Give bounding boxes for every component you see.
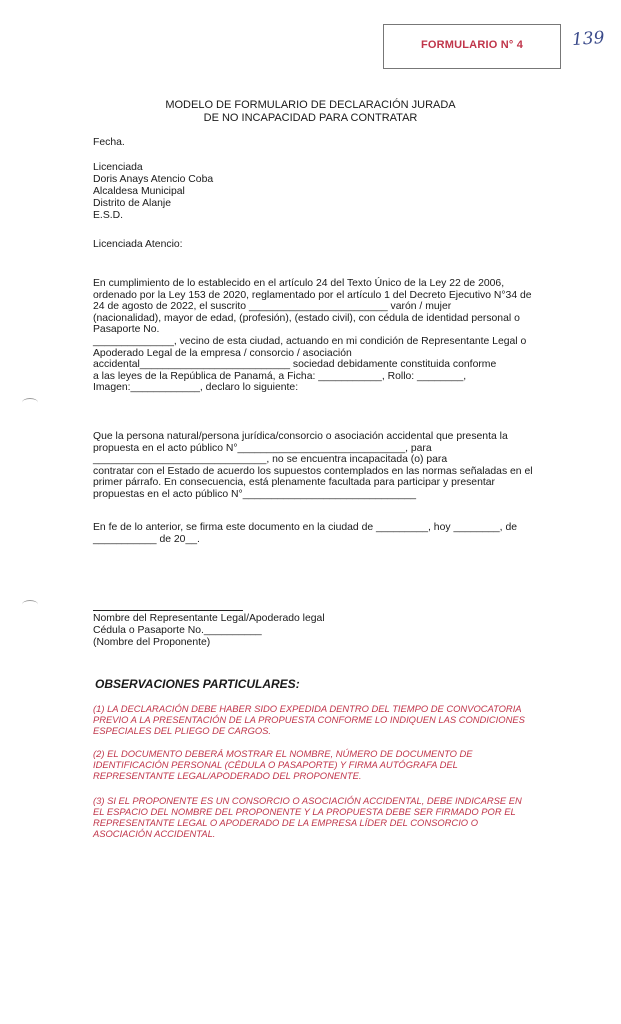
paragraph-line: Pasaporte No. [93,324,160,336]
paragraph-line: accidental__________________________ sociedad debidamente constituida conforme [93,359,497,371]
handwritten-page-number: 139 [571,27,606,51]
observation-line: (3) SI EL PROPONENTE ES UN CONSORCIO O ASOCIACIÓN ACCIDENTAL, DEBE INDICARSE EN [93,795,522,806]
paragraph-line: ______________, vecino de esta ciudad, actuando en mi condición de Representante Legal o [93,335,527,347]
paragraph-1 [93,278,570,394]
observation-line: REPRESENTANTE LEGAL O APODERADO DE LA EMPRESA LÍDER DEL CONSORCIO O [93,817,478,828]
form-number-label: FORMULARIO N° 4 [420,39,524,51]
addressee-line: Doris Anays Atencio Coba [93,174,214,185]
paragraph-line: ___________ de 20__. [93,533,200,545]
observation-line: IDENTIFICACIÓN PERSONAL (CÉDULA O PASAPORTE) Y FIRMA AUTÓGRAFA DEL [93,759,458,770]
paragraph-3 [93,522,570,545]
paragraph-line: propuestas en el acto público N°______________________________ [93,488,417,500]
addressee-line: Licenciada [93,162,143,173]
observation-line: REPRESENTANTE LEGAL/APODERADO DEL PROPONENTE. [93,770,362,781]
paragraph-line: 24 de agosto de 2022, el suscrito ________________________ varón / mujer [93,301,452,313]
punch-hole-mark [22,600,38,609]
salutation: Licenciada Atencio: [93,239,183,250]
observation-line: ASOCIACIÓN ACCIDENTAL. [93,828,216,839]
observation-line: EL ESPACIO DEL NOMBRE DEL PROPONENTE Y LA PROPUESTA DEBE SER FIRMADO POR EL [93,806,516,817]
paragraph-line: Que la persona natural/persona jurídica/consorcio o asociación accidental que presenta la [93,431,508,442]
paragraph-line: En cumplimiento de lo establecido en el artículo 24 del Texto Único de la Ley 22 de 2006, [93,278,505,289]
observation-3 [93,795,570,839]
punch-hole-mark [22,398,38,407]
signature-proponent-label: (Nombre del Proponente) [93,637,211,648]
addressee-line: Distrito de Alanje [93,198,171,209]
observation-line: ESPECIALES DEL PLIEGO DE CARGOS. [93,725,272,736]
document-title-line1: MODELO DE FORMULARIO DE DECLARACIÓN JURADA [165,99,456,111]
paragraph-2 [93,431,570,501]
paragraph-line: ordenado por la Ley 153 de 2020, reglamentado por el artículo 1 del Decreto Ejecutivo N°34 de [93,289,532,301]
paragraph-line: (nacionalidad), mayor de edad, (profesión), (estado civil), con cédula de identidad personal o [93,312,520,324]
paragraph-line: a las leyes de la República de Panamá, a Ficha: ___________, Rollo: ________, [93,370,467,382]
paragraph-line: Imagen:____________, declaro lo siguiente: [93,382,299,394]
addressee-line: Alcaldesa Municipal [93,186,185,197]
paragraph-line: En fe de lo anterior, se firma este documento en la ciudad de _________, hoy ________, de [93,522,518,533]
document-title-line2: DE NO INCAPACIDAD PARA CONTRATAR [203,112,418,124]
signature-name-label: Nombre del Representante Legal/Apoderado legal [93,613,325,624]
form-number-box [383,24,561,69]
observation-line: PREVIO A LA PRESENTACIÓN DE LA PROPUESTA CONFORME LO INDIQUEN LAS CONDICIONES [93,714,525,725]
observation-1 [93,703,570,736]
paragraph-line: propuesta en el acto público N°_____________________________, para [93,442,432,454]
date-label: Fecha. [93,137,125,148]
observation-line: (2) EL DOCUMENTO DEBERÁ MOSTRAR EL NOMBRE, NÚMERO DE DOCUMENTO DE [93,748,473,759]
observations-title: OBSERVACIONES PARTICULARES: [95,677,300,691]
addressee-line: E.S.D. [93,210,124,221]
signature-line [93,610,243,611]
paragraph-line: primer párrafo. En consecuencia, está plenamente facultada para participar y presentar [93,477,495,489]
paragraph-line: Apoderado Legal de la empresa / consorcio / asociación [93,347,352,359]
observation-line: (1) LA DECLARACIÓN DEBE HABER SIDO EXPEDIDA DENTRO DEL TIEMPO DE CONVOCATORIA [93,703,522,714]
signature-id-label: Cédula o Pasaporte No.__________ [93,625,262,636]
paragraph-line: ______________________________, no se encuentra incapacitada (o) para [93,454,448,466]
paragraph-line: contratar con el Estado de acuerdo los supuestos contemplados en las normas señaladas en el [93,465,533,477]
observation-2 [93,748,570,781]
